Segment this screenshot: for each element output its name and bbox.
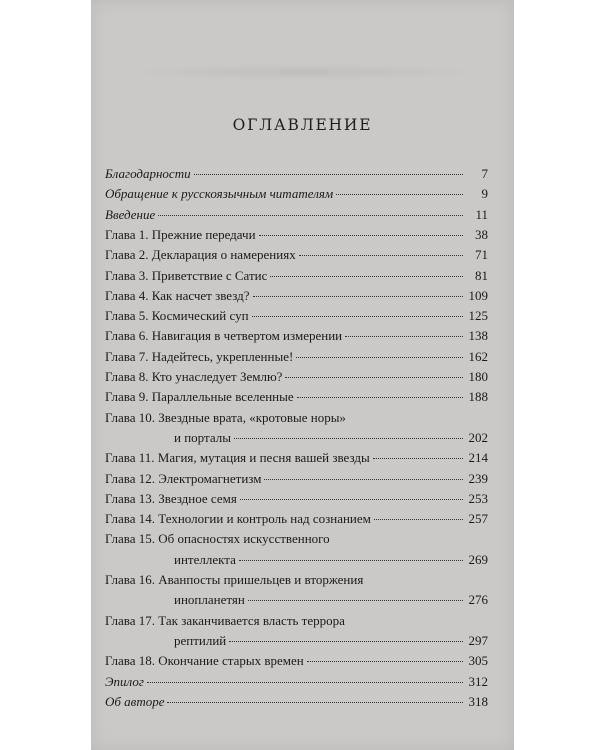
dot-leader — [194, 174, 463, 175]
toc-entry-page: 71 — [475, 247, 488, 263]
toc-entry-label-continued: инопланетян — [174, 592, 245, 608]
toc-entry-label: Глава 8. Кто унаследует Землю? — [105, 369, 283, 384]
toc-entry-page: 318 — [468, 693, 488, 709]
toc-entry-page: 253 — [468, 490, 488, 506]
dot-leader — [248, 600, 463, 601]
toc-entry-label: Глава 13. Звездное семя — [105, 490, 237, 506]
toc-entry-page: 257 — [468, 511, 488, 527]
toc-entry-page: 297 — [468, 632, 488, 648]
dot-leader — [158, 215, 463, 216]
toc-entry-label: Эпилог — [105, 673, 144, 689]
dot-leader — [234, 438, 463, 439]
toc-entry-label-continued: и порталы — [174, 429, 231, 445]
dot-leader — [297, 397, 463, 398]
toc-entry-page: 214 — [468, 450, 488, 466]
toc-entry-label: Благодарности — [105, 166, 191, 181]
dot-leader — [336, 194, 463, 195]
toc-entry-page: 269 — [468, 551, 488, 567]
toc-entry-label-continued: рептилий — [174, 632, 227, 648]
toc-entry-page: 11 — [475, 206, 488, 222]
dot-leader — [285, 377, 463, 378]
dot-leader — [270, 276, 463, 277]
toc-entry-page: 276 — [468, 592, 488, 608]
toc-entry-page: 239 — [468, 470, 488, 486]
toc-entry-label: Глава 18. Окончание старых времен — [105, 653, 304, 669]
toc-entry-page: 7 — [481, 166, 488, 181]
toc-entry-label: Об авторе — [105, 693, 165, 709]
dot-leader — [167, 702, 463, 703]
toc-entry-page: 109 — [468, 287, 488, 303]
toc-entry-label: Глава 15. Об опасностях искусственного — [105, 531, 330, 547]
toc-entry-label: Глава 1. Прежние передачи — [105, 226, 256, 242]
bleed-through-shadow — [91, 62, 514, 82]
toc-entry-label: Глава 3. Приветствие с Сатис — [105, 267, 268, 283]
toc-entry-page: 202 — [468, 429, 488, 445]
dot-leader — [253, 296, 463, 297]
toc-entry-label: Глава 17. Так заканчивается власть террора — [105, 612, 345, 628]
dot-leader — [374, 519, 463, 520]
toc-entry-page: 125 — [468, 308, 488, 324]
dot-leader — [299, 255, 463, 256]
dot-leader — [259, 235, 463, 236]
toc-entry-page: 162 — [468, 348, 488, 364]
dot-leader — [373, 458, 463, 459]
book-page — [91, 0, 514, 750]
toc-entry-label: Глава 10. Звездные врата, «кротовые норы» — [105, 409, 346, 425]
toc-entry-page: 312 — [468, 673, 488, 689]
toc-entry-page: 305 — [468, 653, 488, 669]
toc-entry-label: Введение — [105, 206, 156, 222]
page-title: ОГЛАВЛЕНИЕ — [232, 116, 373, 134]
toc-entry-page: 138 — [468, 328, 488, 344]
toc-entry-label: Глава 5. Космический суп — [105, 308, 249, 324]
dot-leader — [229, 641, 463, 642]
dot-leader — [147, 682, 463, 683]
toc-entry-label: Глава 7. Надейтесь, укрепленные! — [105, 348, 294, 364]
toc-entry-label: Глава 2. Декларация о намерениях — [105, 247, 296, 263]
toc-entry-page: 188 — [468, 389, 488, 405]
dot-leader — [240, 499, 463, 500]
toc-entry-label: Глава 11. Магия, мутация и песня вашей звезды — [105, 450, 370, 466]
toc-entry-page: 9 — [481, 186, 488, 202]
toc-entry-label: Глава 4. Как насчет звезд? — [105, 287, 250, 303]
toc-entry-label-continued: интеллекта — [174, 551, 236, 567]
dot-leader — [264, 479, 463, 480]
toc-entry-page: 38 — [475, 226, 488, 242]
toc-entry-page: 81 — [475, 267, 488, 283]
toc-entry-label: Глава 16. Аванпосты пришельцев и вторжения — [105, 572, 364, 587]
dot-leader — [307, 661, 463, 662]
toc-entry-page: 180 — [468, 369, 488, 384]
toc-entry-label: Обращение к русскоязычным читателям — [105, 186, 334, 202]
dot-leader — [252, 316, 463, 317]
toc-entry-label: Глава 6. Навигация в четвертом измерении — [105, 328, 343, 344]
dot-leader — [296, 357, 463, 358]
dot-leader — [239, 560, 463, 561]
toc-entry-label: Глава 14. Технологии и контроль над сознанием — [105, 511, 371, 527]
dot-leader — [345, 336, 463, 337]
toc-entry-label: Глава 12. Электромагнетизм — [105, 470, 262, 486]
toc-entry-label: Глава 9. Параллельные вселенные — [105, 389, 294, 405]
